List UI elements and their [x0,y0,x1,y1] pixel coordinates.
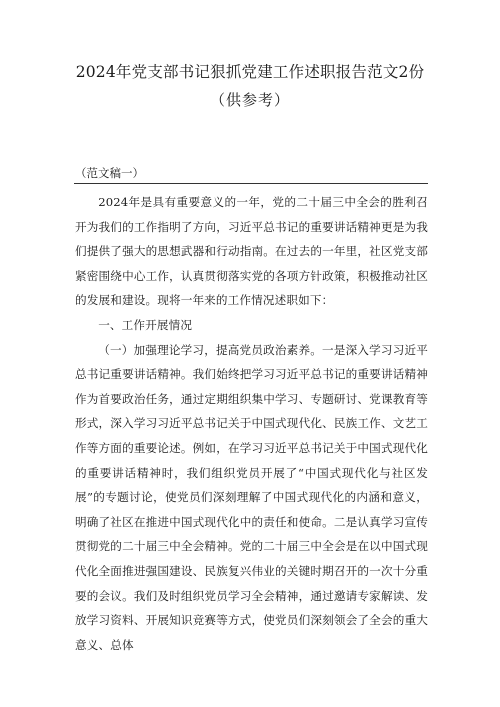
document-body [75,190,428,657]
divider-line [74,183,428,184]
document-title: 2024年党支部书记狠抓党建工作述职报告范文2份 [75,63,425,81]
document-subtitle: （供参考） [209,91,290,109]
section-label: （范文稿一） [75,166,144,180]
paragraph-intro: 2024年是具有重要意义的一年，党的二十届三中全会的胜利召开为我们的工作指明了方向，习近平总书记的重要讲话精神更是为我们提供了强大的思想武器和行动指南。在过去的一年里，社区党支部紧密围绕中心工作，认真贯彻落实党的各项方针政策，积极推动社区的发展和建设。现将一年来的工作情况述职如下： [75,195,428,308]
paragraph-theory-study: （一）加强理论学习，提高党员政治素养。一是深入学习习近平总书记重要讲话精神。我们始终把学习习近平总书记的重要讲话精神作为首要政治任务，通过定期组织集中学习、专题研讨、党课教育等形式，深入学习习近平总书记关于中国式现代化、民族工作、文艺工作等方面的重要论述。例如，在学习习近平总书记关于中国式现代化的重要讲话精神时，我们组织党员开展了“中国式现代化与社区发展”的专题讨论，使党员们深刻理解了中国式现代化的内涵和意义，明确了社区在推进中国式现代化中的责任和使命。二是认真学习宣传贯彻党的二十届三中全会精神。党的二十届三中全会是在以中国式现代化全面推进强国建设、民族复兴伟业的关键时期召开的一次十分重要的会议。我们及时组织党员学习全会精神，通过邀请专家解读、发放学习资料、开展知识竞赛等方式，使党员们深刻领会了全会的重大意义、总体 [75,342,428,652]
heading-work-status: 一、工作开展情况 [98,317,193,332]
